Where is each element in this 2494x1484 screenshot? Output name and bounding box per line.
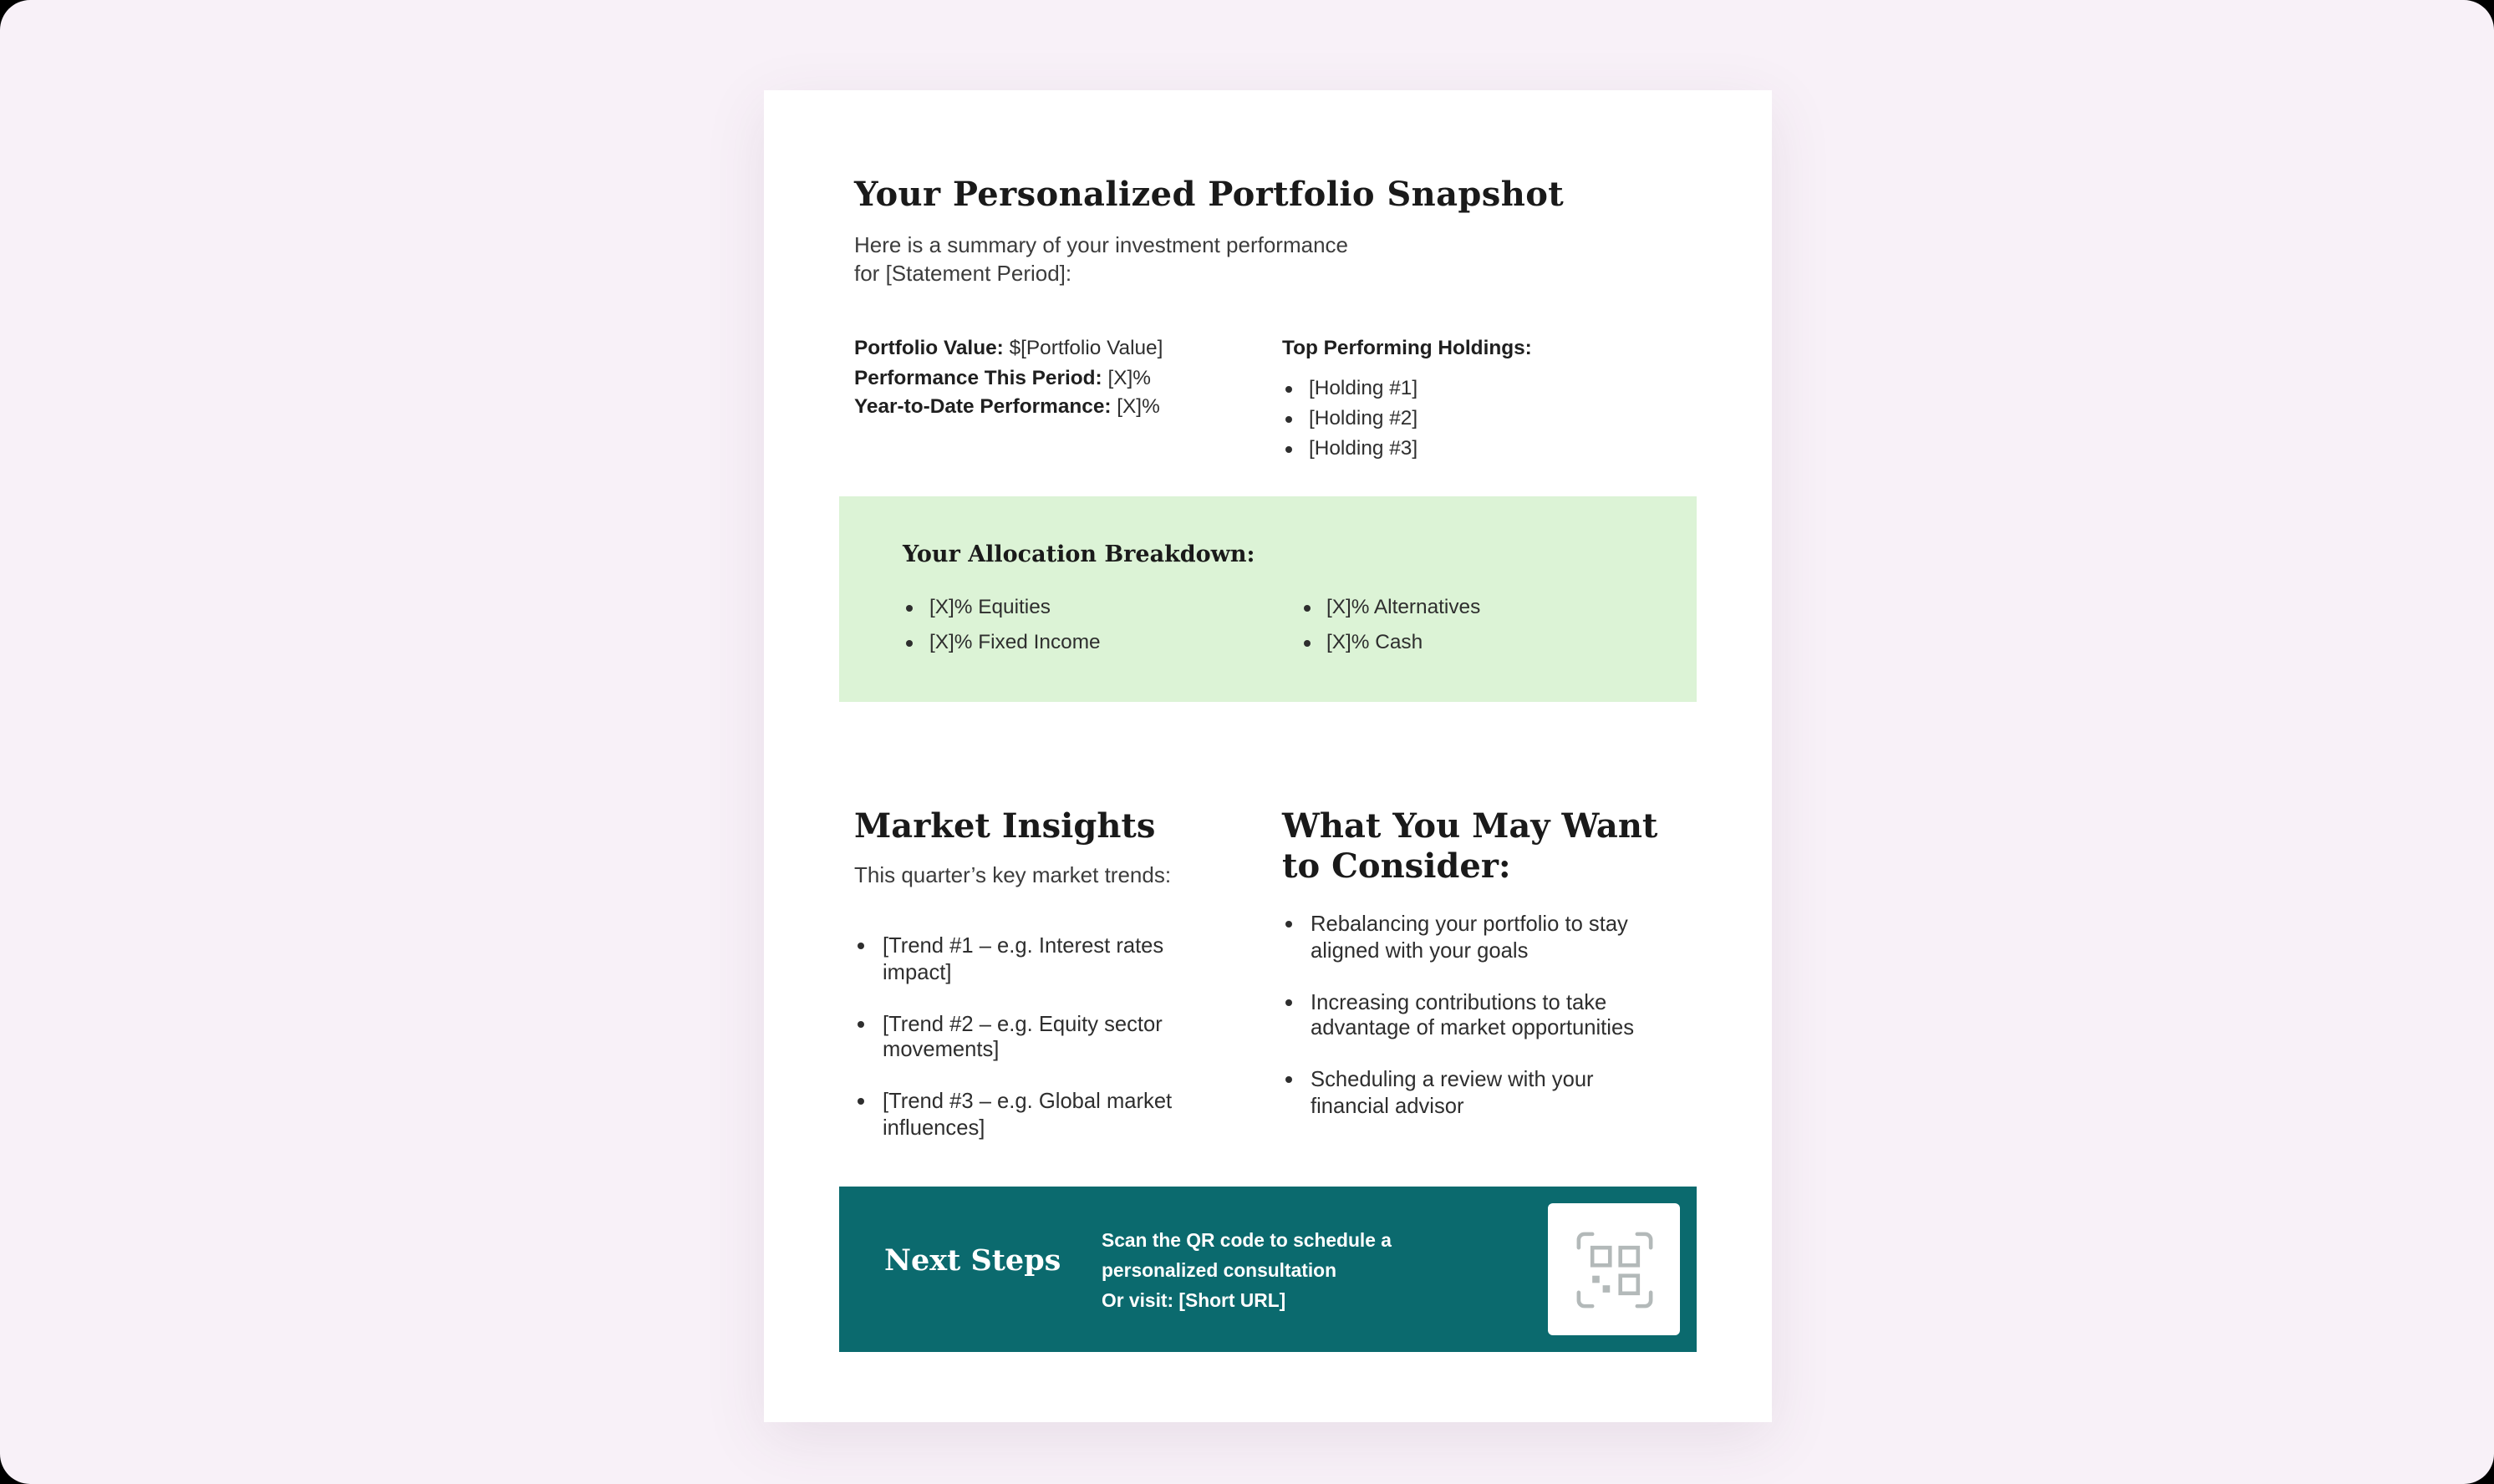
market-insights-section [854,806,1242,1141]
next-steps-banner [839,1187,1697,1352]
stat-performance-period [854,363,1282,393]
consider-title-line-2: to Consider: [1282,846,1511,886]
stat-value: $[Portfolio Value] [1009,336,1163,359]
consider-title [1282,806,1683,886]
consider-item: • Scheduling a review with your financial advisor [1311,1066,1670,1119]
market-insights-subtitle: This quarter’s key market trends: [854,862,1172,887]
stat-value: [X]% [1107,365,1151,389]
top-holdings [1282,334,1532,462]
consider-section [1282,806,1683,1120]
intro-line-2: for [Statement Period]: [854,261,1072,286]
market-insights-title: Market Insights [854,806,1156,846]
stat-value: [X]% [1117,394,1160,418]
portfolio-stats [854,334,1282,462]
allocation-item: • [X]% Equities [929,590,1300,625]
qr-code-tile [1548,1203,1680,1335]
holding-item: • [Holding #2] [1309,402,1532,432]
stat-portfolio-value [854,334,1282,363]
trend-item: • [Trend #3 – e.g. Global market influences] [883,1088,1183,1141]
consider-item: • Increasing contributions to take advantage of market opportunities [1311,988,1670,1041]
holding-item: • [Holding #3] [1309,432,1532,462]
next-steps-title: Next Steps [884,1245,1061,1278]
consider-title-line-1: What You May Want [1282,806,1658,846]
allocation-column-1 [903,590,1300,660]
market-trends-list [854,933,1183,1141]
stat-ytd-performance [854,393,1282,422]
allocation-list-1 [903,590,1300,660]
consider-item: • Rebalancing your portfolio to stay aligned with your goals [1311,911,1670,963]
allocation-item: • [X]% Cash [1326,625,1697,660]
allocation-title: Your Allocation Breakdown: [903,541,1255,568]
next-steps-line-1: Scan the QR code to schedule a [1102,1232,1392,1252]
allocation-columns [903,590,1697,660]
next-steps-line-2: personalized consultation [1102,1261,1337,1282]
trend-item: • [Trend #2 – e.g. Equity sector movements] [883,1010,1183,1063]
holdings-list [1282,372,1532,462]
intro-text [854,231,1348,287]
portfolio-statement-page [764,90,1772,1422]
allocation-list-2 [1300,590,1697,660]
consider-list [1282,911,1670,1120]
next-steps-line-3: Or visit: [Short URL] [1102,1291,1286,1312]
allocation-item: • [X]% Alternatives [1326,590,1697,625]
allocation-item: • [X]% Fixed Income [929,625,1300,660]
stat-label: Performance This Period: [854,365,1102,389]
stat-label: Year-to-Date Performance: [854,394,1112,418]
allocation-column-2 [1300,590,1697,660]
qr-code-icon [1575,1231,1652,1308]
holding-item: • [Holding #1] [1309,372,1532,402]
stat-label: Portfolio Value: [854,336,1004,359]
allocation-breakdown-panel [839,496,1697,702]
holdings-title: Top Performing Holdings: [1282,336,1532,359]
page-title: Your Personalized Portfolio Snapshot [854,174,1565,214]
next-steps-text [1102,1228,1392,1318]
stats-section [854,334,1682,462]
intro-line-1: Here is a summary of your investment performance [854,232,1348,257]
trend-item: • [Trend #1 – e.g. Interest rates impact] [883,933,1183,985]
